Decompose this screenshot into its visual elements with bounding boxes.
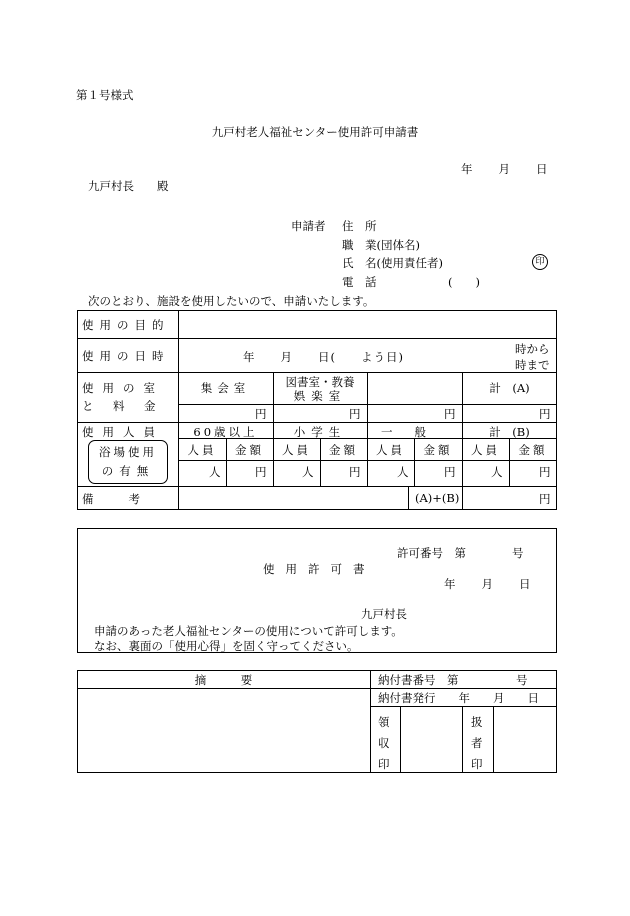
remarks-label: 備 考: [82, 492, 144, 506]
intro-text: 次のとおり、施設を使用したいので、申請いたします。: [88, 294, 375, 308]
persons-header-3: 人員: [376, 443, 405, 457]
date-line: 年 月 日: [461, 162, 549, 176]
summary-header: 摘 要: [194, 673, 253, 687]
general-label: 一般: [381, 425, 448, 439]
sum-label: (A)+(B): [415, 491, 460, 505]
amount-header-1: 金額: [235, 443, 264, 457]
purpose-label: 使用の目的: [82, 318, 170, 332]
permit-issuer: 九戸村長: [361, 607, 407, 621]
total-a-label: 計 (A): [489, 381, 530, 395]
datetime-label: 使用の日時: [82, 349, 170, 363]
bath-label-2: の有無: [101, 464, 155, 478]
persons-header-1: 人員: [187, 443, 217, 457]
permit-text-1: 申請のあった老人福祉センターの使用について許可します。: [94, 624, 403, 638]
users-label: 使用人員: [82, 425, 164, 439]
address-label: 住 所: [342, 219, 377, 233]
person-unit-3: 人: [397, 465, 409, 479]
elementary-label: 小学生: [293, 425, 347, 439]
room-library-2: 娯楽室: [293, 389, 347, 403]
seal-mark: 印: [532, 254, 548, 270]
over60-label: 60歳以上: [193, 425, 258, 439]
time-to[interactable]: 時まで: [515, 358, 550, 372]
persons-header-4: 人員: [471, 443, 500, 457]
amount-header-3: 金額: [423, 443, 453, 457]
yen-unit-2: 円: [349, 465, 361, 479]
permit-title: 使用許可書: [263, 562, 376, 576]
occupation-label: 職 業(団体名): [342, 238, 420, 252]
fee-yen-hall: 円: [255, 407, 267, 421]
name-label: 氏 名(使用責任者): [342, 256, 443, 270]
phone-parens: ( ): [448, 275, 480, 289]
yen-unit-3: 円: [444, 465, 456, 479]
form-title: 九戸村老人福祉センター使用許可申請書: [211, 125, 419, 139]
total-b-label: 計 (B): [489, 425, 530, 439]
sum-yen: 円: [539, 492, 551, 506]
handler-seal-label: 扱者印: [471, 715, 483, 771]
addressee: 九戸村長 殿: [88, 179, 169, 193]
persons-header-2: 人員: [282, 443, 311, 457]
room-hall: 集会室: [200, 381, 251, 395]
date-fields[interactable]: 年 月 日( よう日): [243, 350, 404, 364]
room-fee-label-1: 使用の室: [82, 381, 164, 395]
phone-label: 電 話: [342, 275, 377, 289]
yen-unit-4: 円: [539, 465, 551, 479]
invoice-number: 納付書番号 第 号: [378, 673, 528, 687]
fee-yen-library: 円: [349, 407, 361, 421]
applicant-label: 申請者: [291, 219, 326, 233]
time-from[interactable]: 時から: [515, 342, 550, 356]
form-number: 第１号様式: [76, 88, 134, 102]
person-unit-1: 人: [209, 465, 221, 479]
person-unit-4: 人: [491, 465, 503, 479]
amount-header-2: 金額: [329, 443, 358, 457]
permit-date: 年 月 日: [444, 577, 532, 591]
remarks-field[interactable]: [180, 488, 406, 508]
purpose-field[interactable]: [180, 311, 556, 337]
permit-text-2: なお、裏面の「使用心得」を固く守ってください。: [94, 639, 359, 653]
room-fee-label-2: と 料 金: [82, 399, 160, 413]
person-unit-2: 人: [302, 465, 314, 479]
fee-yen-other: 円: [444, 407, 456, 421]
room-library-1: 図書室・教養: [285, 375, 355, 389]
receipt-seal-label: 領収印: [378, 715, 390, 771]
amount-header-4: 金額: [518, 443, 548, 457]
permit-number: 許可番号 第 号: [397, 546, 524, 560]
bath-label-1: 浴場使用: [99, 445, 157, 459]
yen-unit-1: 円: [255, 465, 267, 479]
fee-yen-total-a: 円: [539, 407, 551, 421]
invoice-date: 納付書発行 年 月 日: [378, 691, 539, 705]
